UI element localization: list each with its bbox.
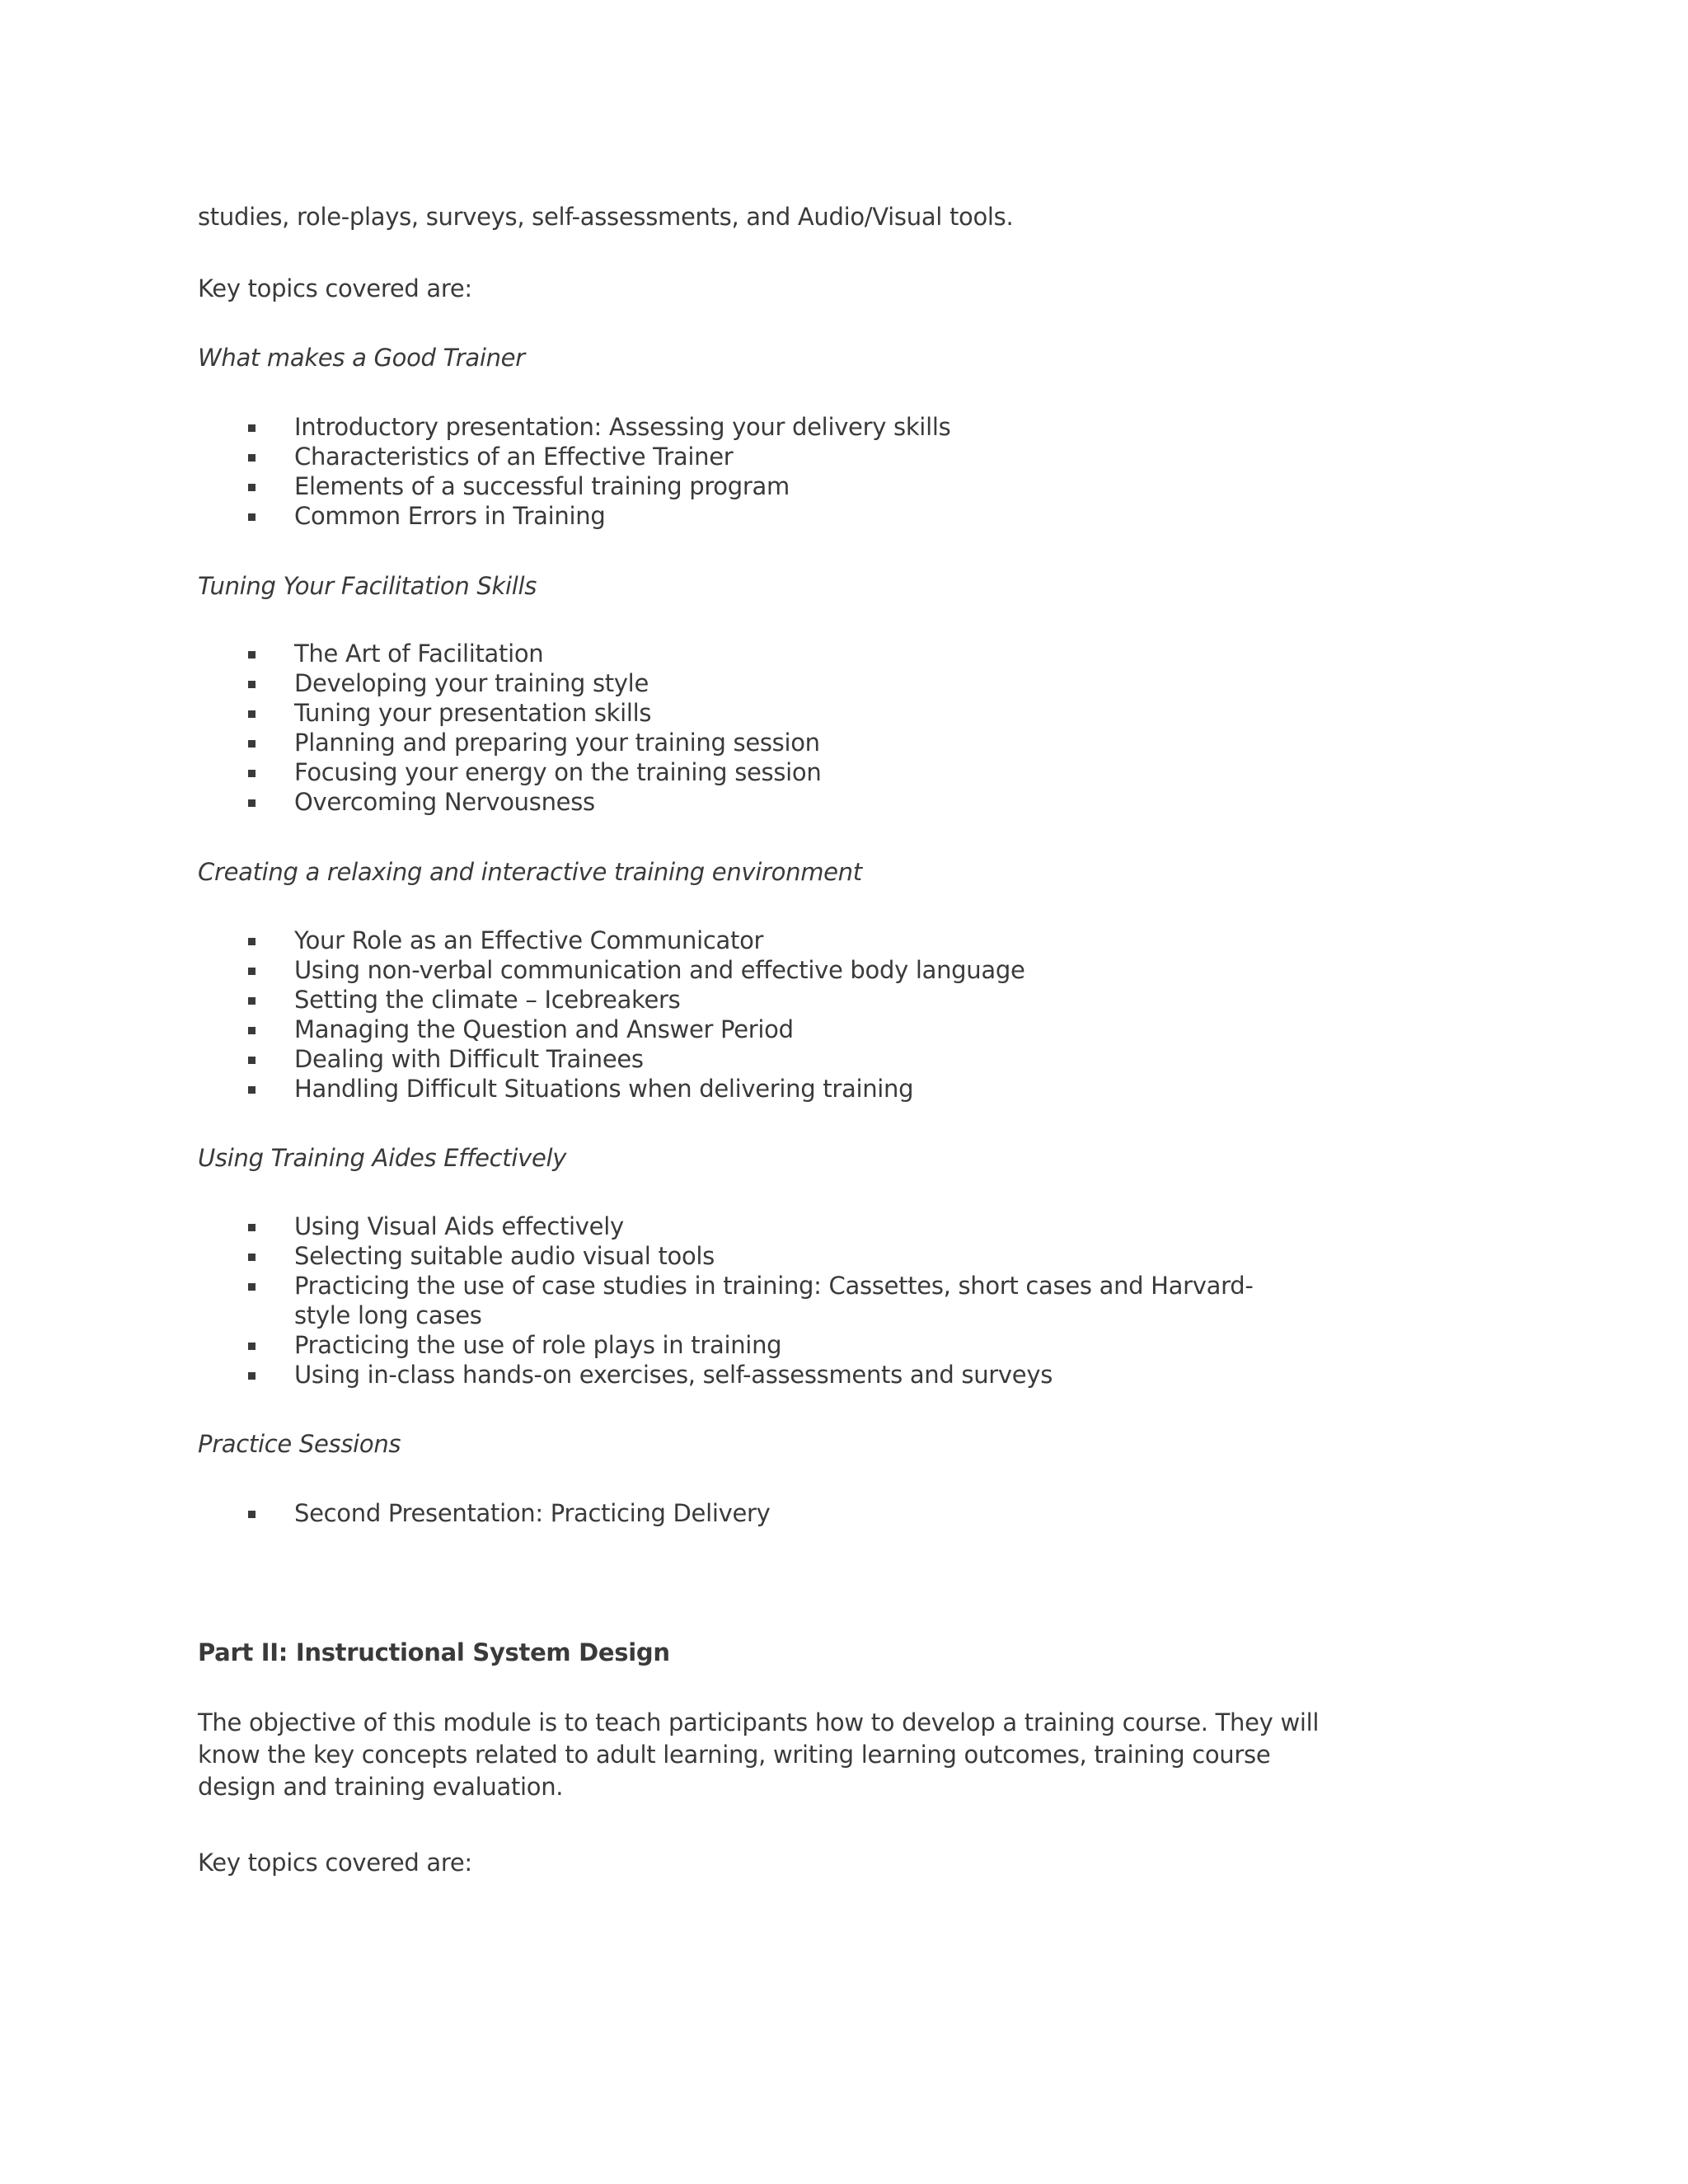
square-bullet-icon	[248, 1254, 256, 1261]
square-bullet-icon	[248, 997, 256, 1005]
list-item	[198, 1212, 1448, 1241]
topic-list	[198, 1498, 1448, 1528]
list-item	[198, 1360, 1448, 1390]
intro-tail-text: studies, role-plays, surveys, self-assessments, and Audio/Visual tools.	[198, 203, 1014, 231]
key-topics-label: Key topics covered are:	[198, 1849, 472, 1877]
list-item	[198, 985, 1448, 1015]
list-item-text: Handling Difficult Situations when delivering training	[294, 1075, 914, 1103]
list-item-text: Your Role as an Effective Communicator	[294, 926, 764, 954]
list-item	[198, 1044, 1448, 1074]
list-item-text: Introductory presentation: Assessing your delivery skills	[294, 413, 951, 441]
square-bullet-icon	[248, 799, 256, 807]
section-heading: Practice Sessions	[198, 1430, 401, 1458]
part-objective-paragraph: The objective of this module is to teach participants how to develop a training course. They will know the key concepts related to adult learning, writing learning outcomes, training course design and training evaluation.	[198, 1708, 1320, 1801]
topic-list	[198, 1212, 1448, 1390]
list-item-text: Tuning your presentation skills	[294, 699, 652, 727]
section-heading: What makes a Good Trainer	[198, 344, 525, 372]
section-heading: Using Training Aides Effectively	[198, 1144, 567, 1172]
square-bullet-icon	[248, 1343, 256, 1350]
list-item	[198, 639, 1448, 668]
list-item-text: The Art of Facilitation	[294, 640, 544, 668]
square-bullet-icon	[248, 1283, 256, 1291]
list-item-text: Using in-class hands-on exercises, self-assessments and surveys	[294, 1361, 1053, 1389]
square-bullet-icon	[248, 513, 256, 521]
square-bullet-icon	[248, 1027, 256, 1034]
list-item	[198, 1015, 1448, 1044]
topic-list	[198, 412, 1448, 531]
square-bullet-icon	[248, 1224, 256, 1231]
list-item-text: Setting the climate – Icebreakers	[294, 986, 681, 1014]
list-item-text: Planning and preparing your training session	[294, 729, 820, 757]
list-item-text: Dealing with Difficult Trainees	[294, 1045, 644, 1073]
square-bullet-icon	[248, 710, 256, 718]
list-item	[198, 501, 1448, 531]
list-item	[198, 1241, 1448, 1271]
square-bullet-icon	[248, 651, 256, 658]
list-item	[198, 955, 1448, 985]
list-item	[198, 1074, 1448, 1104]
square-bullet-icon	[248, 484, 256, 491]
list-item	[198, 1271, 1298, 1330]
list-item	[198, 442, 1448, 471]
list-item	[198, 1498, 1448, 1528]
list-item	[198, 698, 1448, 728]
list-item-text: Managing the Question and Answer Period	[294, 1015, 794, 1043]
topic-list	[198, 639, 1448, 817]
key-topics-label: Key topics covered are:	[198, 274, 472, 302]
square-bullet-icon	[248, 1086, 256, 1094]
list-item	[198, 757, 1448, 787]
list-item-text: Elements of a successful training program	[294, 472, 790, 500]
list-item	[198, 728, 1448, 757]
list-item-text: Using non-verbal communication and effective body language	[294, 956, 1025, 984]
list-item-text: Overcoming Nervousness	[294, 788, 595, 816]
square-bullet-icon	[248, 1511, 256, 1518]
list-item	[198, 1330, 1448, 1360]
list-item	[198, 668, 1448, 698]
list-item-text: Selecting suitable audio visual tools	[294, 1242, 715, 1270]
square-bullet-icon	[248, 1057, 256, 1064]
topic-list	[198, 926, 1448, 1104]
section-heading: Tuning Your Facilitation Skills	[198, 572, 537, 600]
part-title: Part II: Instructional System Design	[198, 1638, 670, 1666]
square-bullet-icon	[248, 968, 256, 975]
square-bullet-icon	[248, 681, 256, 688]
list-item-text: Focusing your energy on the training session	[294, 758, 822, 786]
list-item	[198, 787, 1448, 817]
square-bullet-icon	[248, 424, 256, 432]
section-heading: Creating a relaxing and interactive training environment	[198, 858, 862, 886]
list-item-text: Practicing the use of case studies in training: Cassettes, short cases and Harvard-style long cases	[294, 1272, 1254, 1329]
square-bullet-icon	[248, 770, 256, 777]
square-bullet-icon	[248, 740, 256, 748]
list-item-text: Common Errors in Training	[294, 502, 606, 530]
list-item-text: Second Presentation: Practicing Delivery	[294, 1499, 771, 1527]
list-item-text: Characteristics of an Effective Trainer	[294, 443, 734, 471]
list-item	[198, 926, 1448, 955]
square-bullet-icon	[248, 1372, 256, 1380]
square-bullet-icon	[248, 938, 256, 945]
list-item	[198, 471, 1448, 501]
square-bullet-icon	[248, 454, 256, 462]
list-item-text: Using Visual Aids effectively	[294, 1212, 624, 1240]
list-item-text: Developing your training style	[294, 669, 649, 697]
list-item	[198, 412, 1448, 442]
list-item-text: Practicing the use of role plays in training	[294, 1331, 782, 1359]
